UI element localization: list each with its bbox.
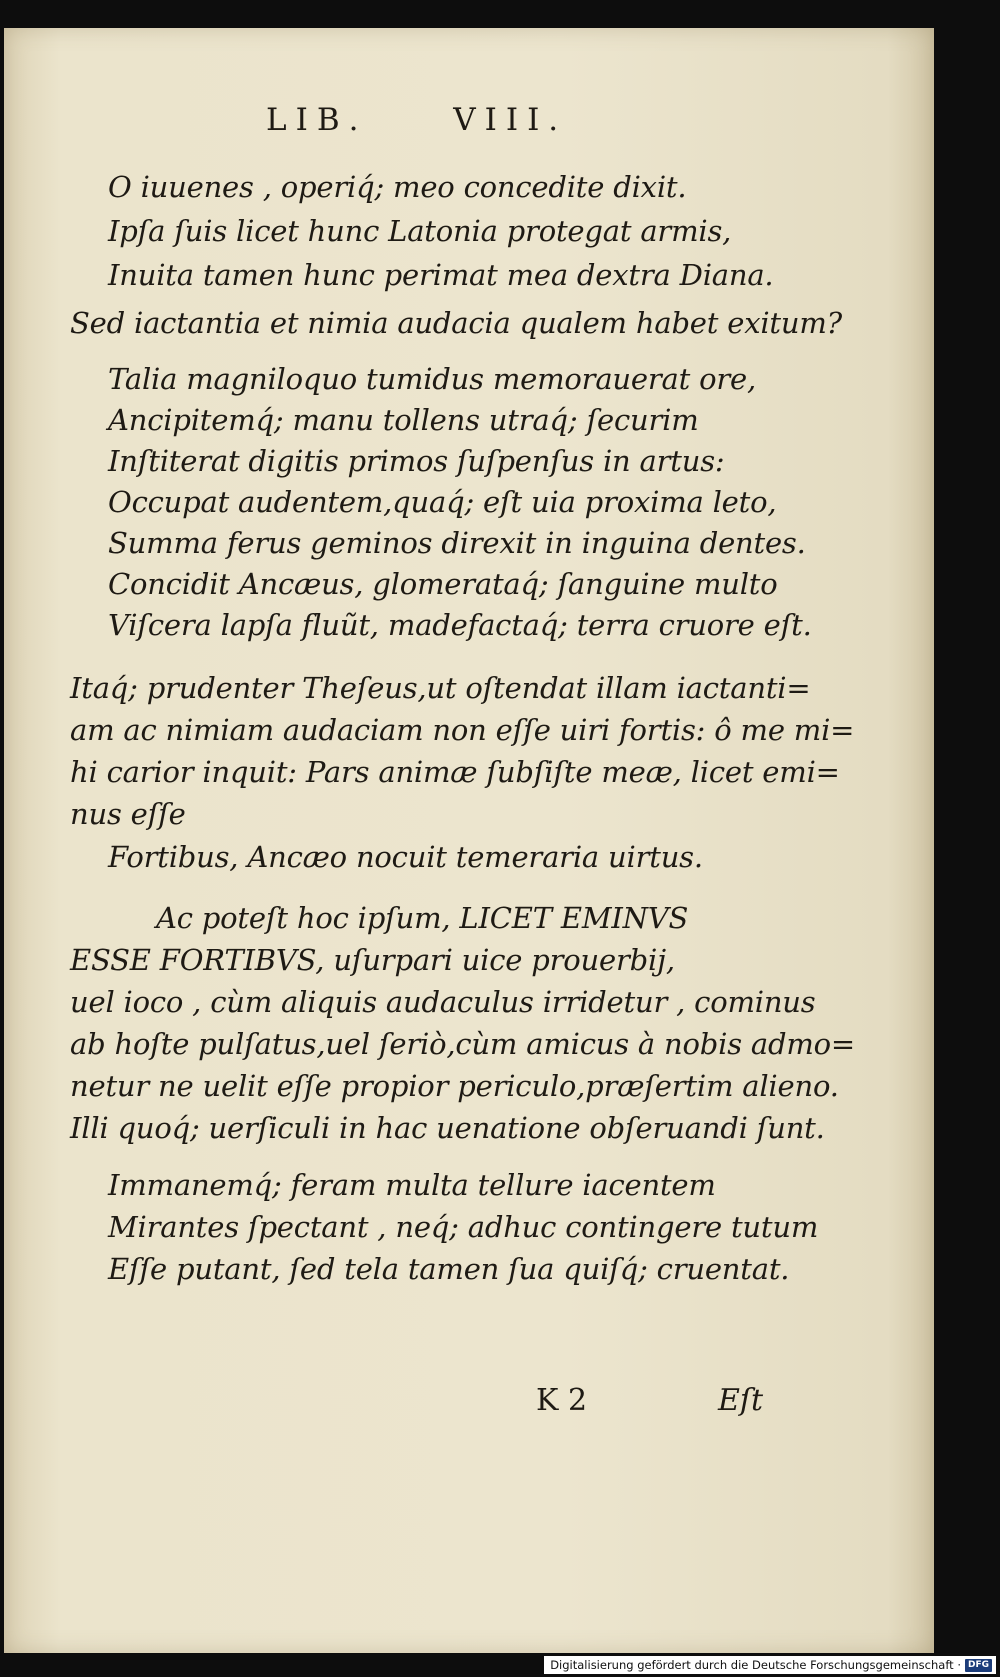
- signature-mark: K 2: [536, 1383, 588, 1418]
- prose-line: nus eſſe: [70, 797, 186, 831]
- verse-line: Ipſa ſuis licet hunc Latonia protegat armis,: [108, 214, 732, 248]
- verse-line: Fortibus, Ancæo nocuit temeraria uirtus.: [108, 840, 703, 874]
- verse-line: Mirantes ſpectant , neq́; adhuc contingere tutum: [108, 1210, 819, 1244]
- book-page: [4, 28, 934, 1653]
- prose-line: Illi quoq́; uerſiculi in hac uenatione obſeruandi ſunt.: [70, 1111, 825, 1145]
- verse-line: Viſcera lapſa fluũt, madefactaq́; terra cruore eſt.: [108, 608, 812, 642]
- verse-line: Occupat audentem,quaq́; eſt uia proxima leto,: [108, 485, 777, 519]
- verse-line: Talia magniloquo tumidus memorauerat ore,: [108, 362, 756, 396]
- verse-line: Inſtiterat digitis primos ſuſpenſus in artus:: [108, 444, 725, 478]
- verse-line: Immanemq́; feram multa tellure iacentem: [108, 1168, 716, 1202]
- prose-line: Itaq́; prudenter Theſeus,ut oſtendat illam iactanti=: [70, 671, 811, 705]
- prose-line: ab hoſte pulſatus,uel ſeriò,cùm amicus à nobis admo=: [70, 1027, 856, 1061]
- verse-line: Ancipitemq́; manu tollens utraq́; ſecurim: [108, 403, 699, 437]
- verse-line: Eſſe putant, ſed tela tamen ſua quiſq́; cruentat.: [108, 1252, 790, 1286]
- verse-line: O iuuenes , operiq́; meo concedite dixit.: [108, 170, 687, 204]
- catchword: Eſt: [718, 1383, 764, 1418]
- prose-line: ESSE FORTIBVS, uſurpari uice prouerbij,: [70, 943, 675, 977]
- prose-line: Sed iactantia et nimia audacia qualem habet exitum?: [70, 306, 843, 340]
- running-head-number: VIII.: [453, 102, 568, 138]
- prose-line: hi carior inquit: Pars animæ ſubſiſte meæ, licet emi=: [70, 755, 840, 789]
- prose-line: am ac nimiam audaciam non eſſe uiri fortis: ô me mi=: [70, 713, 855, 747]
- prose-line: Ac poteſt hoc ipſum, LICET EMINVS: [156, 901, 689, 935]
- verse-line: Summa ferus geminos direxit in inguina dentes.: [108, 526, 806, 560]
- prose-line: uel ioco , cùm aliquis audaculus irridetur , cominus: [70, 985, 816, 1019]
- digitization-footer: [544, 1656, 996, 1674]
- verse-line: Concidit Ancæus, glomerataq́; ſanguine multo: [108, 567, 778, 601]
- footer-credit: Digitalisierung gefördert durch die Deutsche Forschungsgemeinschaft ·: [550, 1658, 961, 1672]
- dfg-logo-icon: DFG: [965, 1659, 992, 1672]
- prose-line: netur ne uelit eſſe propior periculo,præſertim alieno.: [70, 1069, 839, 1103]
- running-head-book: LIB.: [266, 102, 368, 138]
- verse-line: Inuita tamen hunc perimat mea dextra Diana.: [108, 258, 774, 292]
- running-head: [266, 102, 567, 138]
